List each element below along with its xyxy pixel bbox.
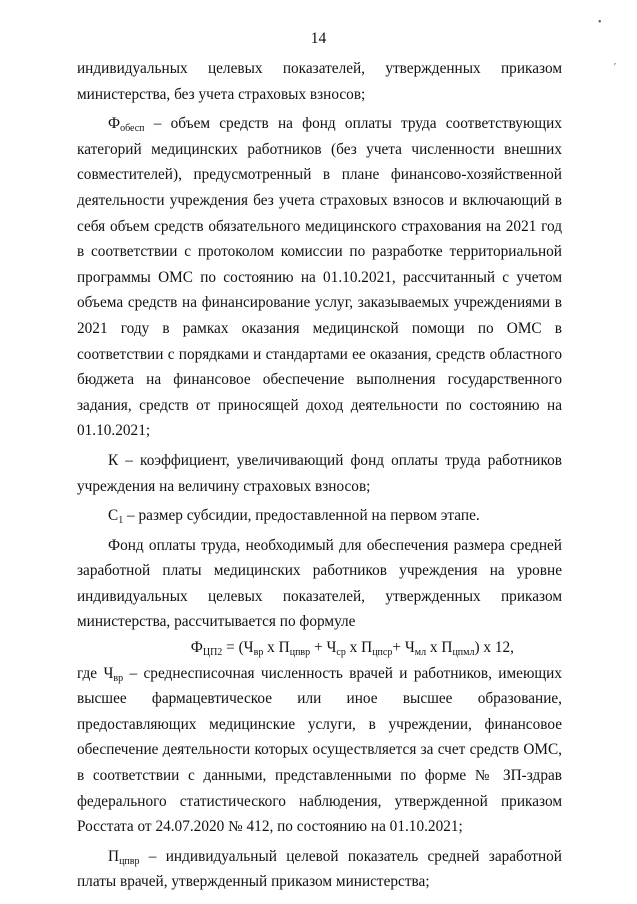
definition-k bbox=[77, 448, 562, 499]
symbol-subscript: 1 bbox=[118, 515, 124, 527]
formula-term-sub: вр bbox=[253, 647, 264, 659]
formula bbox=[77, 635, 562, 661]
page-number: 14 bbox=[310, 30, 327, 47]
formula-tail: ) х 12, bbox=[474, 639, 514, 657]
formula-op: х bbox=[426, 639, 442, 657]
definition-c1 bbox=[77, 503, 562, 529]
scan-mark: • bbox=[598, 17, 602, 28]
formula-term-sub: ср bbox=[336, 647, 346, 659]
formula-op: х bbox=[263, 639, 279, 657]
paragraph-text: индивидуальных целевых показателей, утвержденных приказом министерства, без учета страховых взносов; bbox=[77, 60, 562, 103]
formula-term: Ч bbox=[243, 639, 254, 657]
definition-text: К – коэффициент, увеличивающий фонд оплаты труда работников учреждения на величину страховых взносов; bbox=[77, 451, 562, 495]
body-text bbox=[77, 56, 562, 895]
formula-lhs: Ф bbox=[190, 639, 203, 657]
definition-fobesp bbox=[77, 111, 562, 444]
formula-eq: = ( bbox=[222, 639, 244, 657]
symbol: С bbox=[108, 507, 119, 525]
definition-pcpvr bbox=[77, 844, 562, 895]
formula-term: П bbox=[361, 639, 373, 657]
formula-term-sub: мл bbox=[414, 647, 427, 659]
symbol-subscript: обесп bbox=[120, 123, 145, 135]
symbol-subscript: цпвр bbox=[119, 855, 140, 867]
formula-term-sub: цпср bbox=[372, 647, 393, 659]
formula-term: П bbox=[441, 639, 453, 657]
definition-chvr bbox=[77, 661, 562, 840]
formula-op: + bbox=[392, 639, 405, 657]
formula-term: П bbox=[278, 639, 290, 657]
formula-term: Ч bbox=[326, 639, 337, 657]
formula-term-sub: цпвр bbox=[289, 647, 311, 659]
symbol: Ч bbox=[103, 664, 114, 682]
definition-prefix: где bbox=[77, 664, 104, 682]
definition-text: – размер субсидии, предоставленной на первом этапе. bbox=[123, 507, 480, 525]
paragraph-text: Фонд оплаты труда, необходимый для обеспечения размера средней заработной платы медицинских работников учреждения на уровне индивидуальных целевых показателей, утвержденных приказом министерства, рассчитывается по формуле bbox=[77, 536, 562, 631]
formula-term-sub: цпмл bbox=[452, 647, 475, 659]
formula-lhs-sub: ЦП2 bbox=[202, 647, 223, 659]
scan-mark: ′ bbox=[614, 62, 617, 73]
formula-op: х bbox=[345, 639, 362, 657]
formula-op: + bbox=[310, 639, 327, 657]
paragraph-fund-intro bbox=[77, 533, 562, 635]
paragraph-continuation bbox=[77, 56, 562, 107]
symbol: Ф bbox=[108, 115, 121, 133]
definition-text: – индивидуальный целевой показатель средней заработной платы врачей, утвержденный приказом министерства; bbox=[77, 847, 562, 891]
symbol-subscript: вр bbox=[113, 672, 124, 684]
symbol: П bbox=[108, 847, 120, 865]
definition-text: – объем средств на фонд оплаты труда соответствующих категорий медицинских работников (без учета численности внешних совместителей), предусмотренный в плане финансово-хозяйственной деятельности учреждения без учета страховых взносов и включающий в себя объем средств обязательного медицинского страхования на 2021 год в соответствии с протоколом комиссии по разработке территориальной программы ОМС по состоянию на 01.10.2021, рассчитанный с учетом объема средств на финансирование услуг, заказываемых учреждениями в 2021 году в рамках оказания медицинской помощи по ОМС в соответствии с порядками и стандартами ее оказания, средств областного бюджета на финансовое обеспечение выполнения государственного задания, средств от приносящей доход деятельности по состоянию на 01.10.2021; bbox=[77, 115, 562, 440]
formula-term: Ч bbox=[404, 639, 415, 657]
definition-text: – среднесписочная численность врачей и работников, имеющих высшее фармацевтическое или иное высшее образование, предоставляющих медицинские услуги, в учреждении, финансовое обеспечение деятельности которых осуществляется за счет средств ОМС, в соответствии с данными, представленными по форме № ЗП-здрав федерального статистического наблюдения, утвержденной приказом Росстата от 24.07.2020 № 412, по состоянию на 01.10.2021; bbox=[77, 664, 562, 836]
